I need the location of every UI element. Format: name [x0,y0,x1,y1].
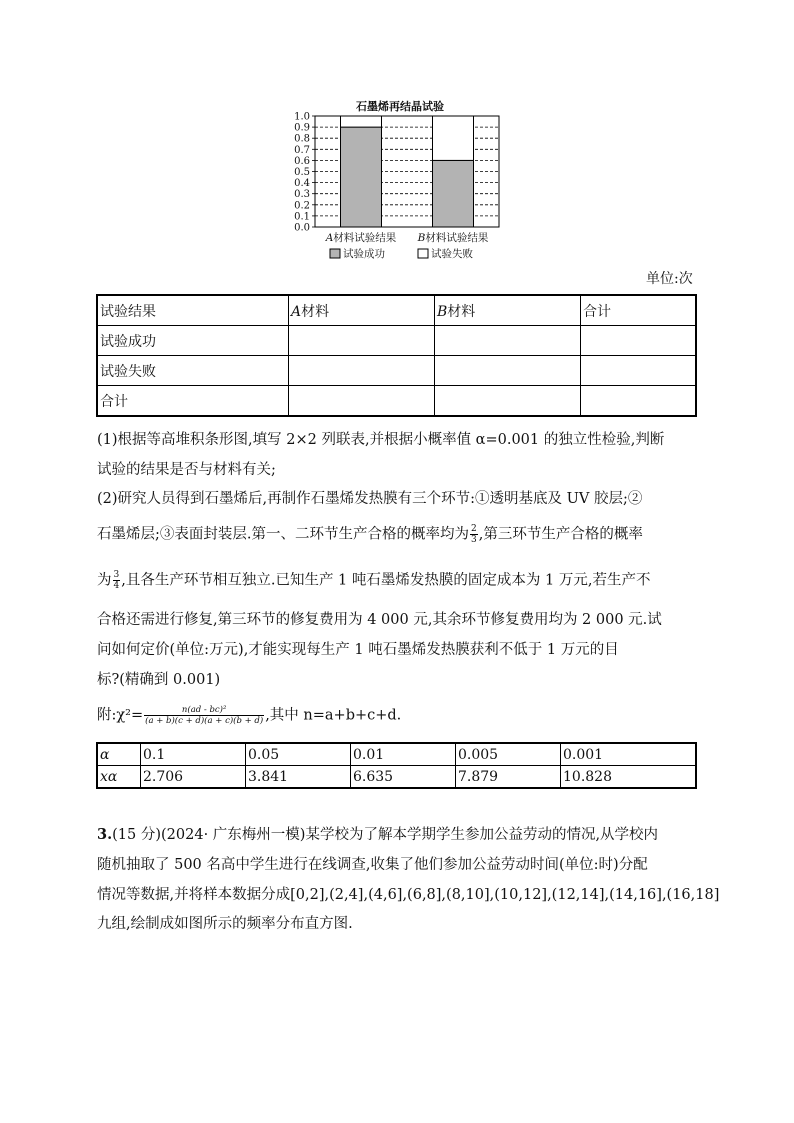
q2-line3 [97,570,650,591]
critical-value-table [96,742,697,789]
table-cell: 合计 [581,295,697,326]
q2-line3-b: ,且各生产环节相互独立.已知生产 1 吨石墨烯发热膜的固定成本为 1 万元,若生产不 [121,572,651,589]
legend-label: 试验失败 [431,248,473,260]
table-cell [435,386,581,417]
q2-line3-a: 为 [97,572,112,589]
q2-line4: 合格还需进行修复,第三环节的修复费用为 4 000 元,其余环节修复费用均为 2 000 元.试 [97,612,662,628]
table-row [97,356,696,386]
q2-line1: (2)研究人员得到石墨烯后,再制作石墨烯发热膜有三个环节:①透明基底及 UV 胶层;② [97,491,643,507]
y-tick-label: 0.8 [294,133,310,145]
bar-segment [341,116,382,127]
question-number: 3. [97,826,113,843]
y-tick-label: 0.0 [294,222,310,234]
table-row [97,743,696,766]
table-cell: 试验失败 [97,356,289,386]
y-tick-label: 0.7 [294,144,310,156]
table-cell: 试验成功 [97,326,289,356]
header-label: 材料 [447,303,476,320]
stacked-bar-chart [280,96,520,268]
table-cell [581,326,697,356]
q3-line3: 情况等数据,并将样本数据分成[0,2],(2,4],(4,6],(6,8],(8,10],(10,12],(12,14],(14,16],(16,18] [97,887,720,903]
table-cell: 0.001 [561,743,697,766]
table-cell: 7.879 [456,766,561,789]
table-cell: 0.005 [456,743,561,766]
q2-line2-b: ,第三环节生产合格的概率 [478,526,643,543]
q1-line1: (1)根据等高堆积条形图,填写 2×2 列联表,并根据小概率值 α=0.001 的独立性检验,判断 [97,432,665,448]
legend-label: 试验成功 [343,248,385,260]
chi-square-formula [97,705,401,726]
q2-line2-a: 石墨烯层;③表面封装层.第一、二环节生产合格的概率均为 [97,526,469,543]
table-cell: xα [97,766,141,789]
y-tick-label: 0.2 [294,200,310,212]
bar-segment [341,127,382,227]
table-cell [289,356,435,386]
fraction-numerator: 3 [113,570,120,580]
table-cell [289,326,435,356]
q3-line1 [97,825,658,845]
fraction-three-quarters [113,570,121,591]
table-cell [581,356,697,386]
table-cell: 试验结果 [97,295,289,326]
q3-line1-text: (15 分)(2024· 广东梅州一模)某学校为了解本学期学生参加公益劳动的情况,从学校内 [112,827,659,843]
y-axis-ticks [294,112,315,234]
formula-prefix: 附:χ²= [97,707,144,724]
fraction-numerator: n(ad - bc)² [144,705,264,716]
legend-swatch [418,249,428,258]
unit-label: 单位:次 [646,271,693,287]
table-cell: A材料 [289,295,435,326]
table-cell: 0.05 [246,743,351,766]
table-row [97,326,696,356]
formula-fraction [144,705,264,726]
table-cell: 10.828 [561,766,697,789]
table-cell [435,326,581,356]
fraction-two-thirds [470,524,478,545]
bar-segment [433,160,474,227]
chart-legend [330,247,473,260]
legend-swatch [330,249,340,258]
fraction-denominator: 4 [113,581,120,591]
y-tick-label: 0.4 [294,178,310,190]
q2-line5: 问如何定价(单位:万元),才能实现每生产 1 吨石墨烯发热膜获利不低于 1 万元的目 [97,642,619,658]
q2-line2 [97,524,643,545]
y-tick-label: 0.3 [294,189,310,201]
table-cell [289,386,435,417]
table-cell [435,356,581,386]
bar-segment [433,116,474,160]
q2-line6: 标?(精确到 0.001) [97,672,221,688]
table-cell: 合计 [97,386,289,417]
table-row [97,766,696,789]
y-tick-label: 1.0 [294,111,310,123]
table-row [97,386,696,417]
fraction-denominator: 3 [471,535,477,545]
x-category-label: A材料试验结果 [325,232,397,244]
x-axis-labels [325,231,489,244]
q3-line2: 随机抽取了 500 名高中学生进行在线调查,收集了他们参加公益劳动时间(单位:时)分配 [97,857,648,873]
table-cell: B材料 [435,295,581,326]
formula-suffix: ,其中 n=a+b+c+d. [265,707,402,724]
q1-line2: 试验的结果是否与材料有关; [97,462,276,478]
table-cell: 0.1 [141,743,246,766]
table-cell: 0.01 [351,743,456,766]
y-tick-label: 0.5 [294,167,310,178]
y-tick-label: 0.1 [294,211,310,223]
header-label: 材料 [301,303,330,320]
fraction-numerator: 2 [471,524,477,534]
table-cell [581,386,697,417]
table-cell: 3.841 [246,766,351,789]
table-row [97,295,696,326]
y-tick-label: 0.6 [294,155,310,167]
fraction-denominator: (a + b)(c + d)(a + c)(b + d) [145,716,264,726]
table-cell: α [97,743,141,766]
x-category-label: B材料试验结果 [417,232,489,244]
q3-line4: 九组,绘制成如图所示的频率分布直方图. [97,916,353,932]
contingency-table [96,294,697,417]
chart-title: 石墨烯再结晶试验 [356,100,444,113]
y-tick-label: 0.9 [294,122,310,134]
table-cell: 6.635 [351,766,456,789]
table-cell: 2.706 [141,766,246,789]
